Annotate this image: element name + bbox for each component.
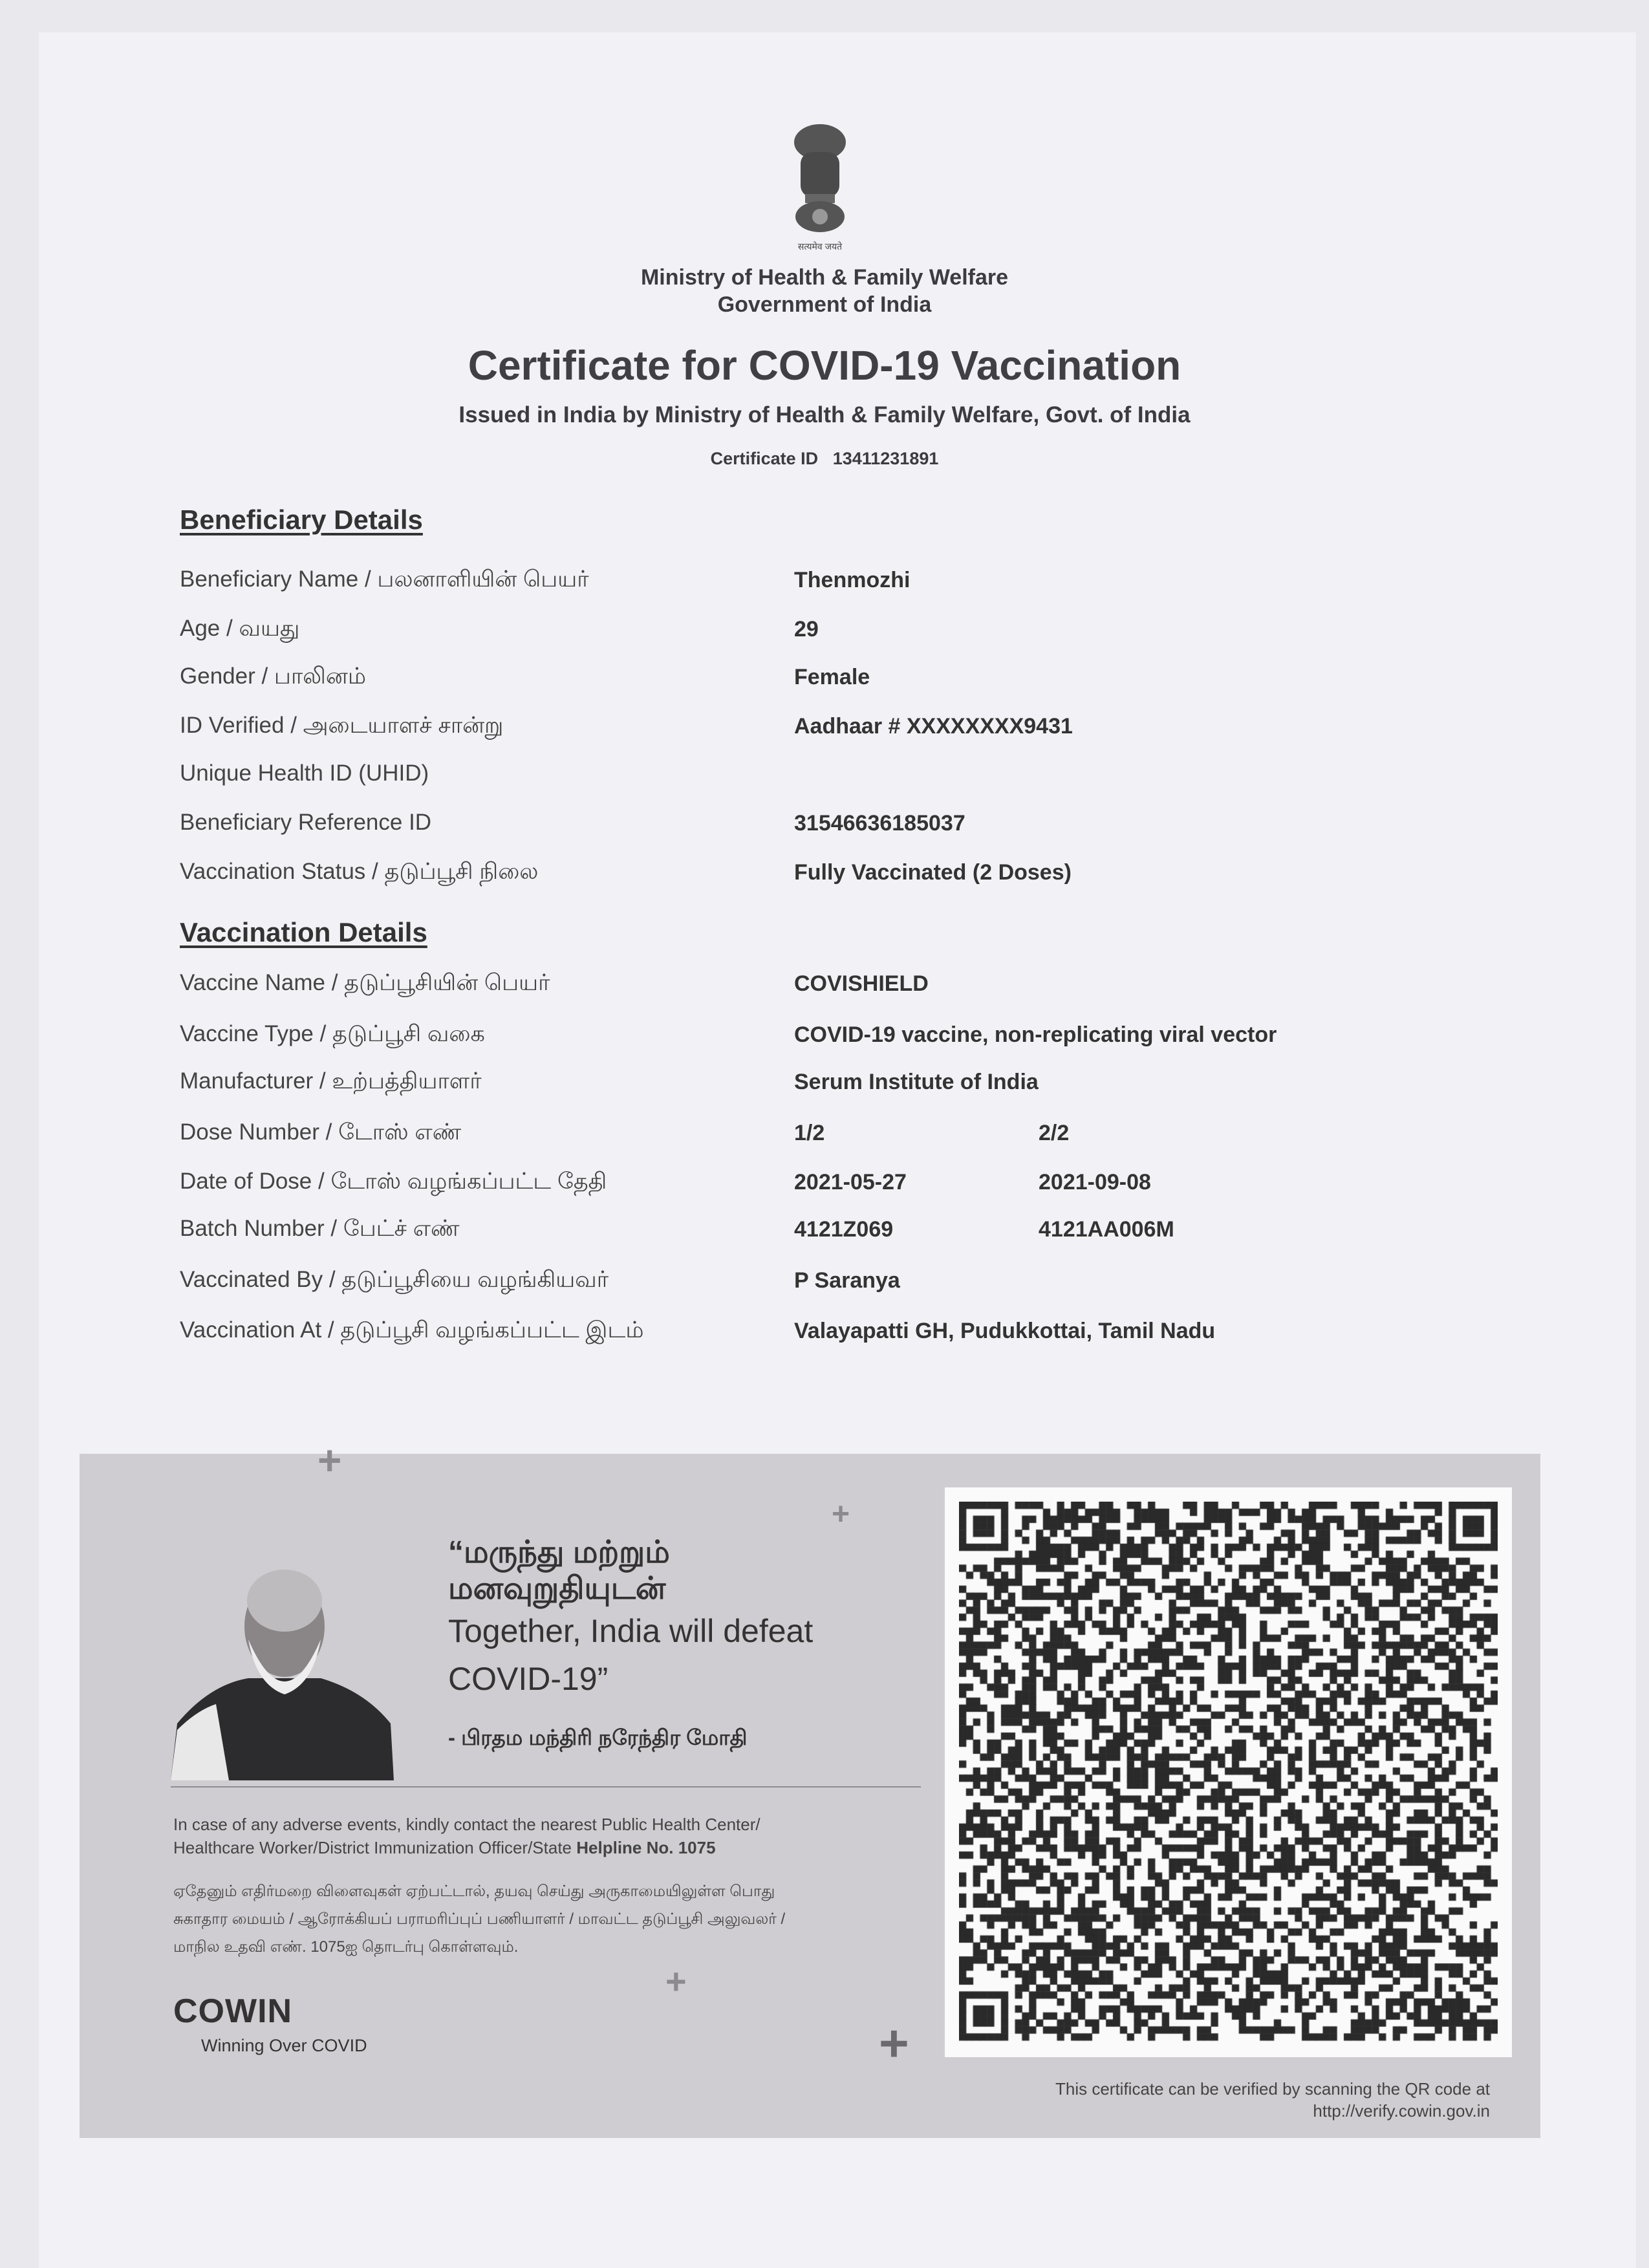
advisory-tamil-line-3: மாநில உதவி எண். 1075ஐ தொடர்பு கொள்ளவும். [173, 1938, 519, 1956]
certificate-id [0, 449, 1649, 469]
divider [171, 1786, 921, 1787]
field-label: Vaccination At / தடுப்பூசி வழங்கப்பட்ட இடம் [180, 1317, 644, 1343]
quote-attribution: - பிரதம மந்திரி நரேந்திர மோதி [448, 1725, 748, 1749]
field-value-dose-2: 2021-09-08 [1039, 1170, 1151, 1194]
certificate-id-label: Certificate ID [710, 449, 819, 468]
quote-english-line-2: COVID-19” [448, 1661, 609, 1697]
field-label: Vaccine Type / தடுப்பூசி வகை [180, 1021, 485, 1046]
field-value: P Saranya [794, 1268, 900, 1293]
field-label: Beneficiary Reference ID [180, 810, 432, 835]
qr-code-frame [945, 1487, 1512, 2057]
cowin-logo: COWIN [173, 1993, 293, 2030]
field-value: 1/2 [794, 1121, 825, 1145]
field-label: Vaccinated By / தடுப்பூசியை வழங்கியவர் [180, 1267, 609, 1292]
field-label: Manufacturer / உற்பத்தியாளர் [180, 1068, 482, 1094]
advisory-english [173, 1813, 760, 1859]
field-label: Dose Number / டோஸ் எண் [180, 1119, 462, 1145]
ministry-name: Ministry of Health & Family Welfare [640, 265, 1009, 290]
field-value: COVISHIELD [794, 971, 929, 996]
field-value: 31546636185037 [794, 811, 965, 836]
field-value: 2021-05-27 [794, 1170, 907, 1194]
field-value-dose-2: 2/2 [1039, 1121, 1070, 1145]
quote-tamil-line-2: மனவுறுதியுடன் [448, 1571, 666, 1606]
field-label: Vaccine Name / தடுப்பூசியின் பெயர் [180, 970, 550, 995]
national-emblem-icon [779, 123, 861, 252]
field-label: Unique Health ID (UHID) [180, 761, 429, 786]
field-value: Fully Vaccinated (2 Doses) [794, 860, 1072, 885]
cowin-tagline: Winning Over COVID [201, 2036, 367, 2055]
field-value: 29 [794, 617, 819, 642]
field-label: Age / வயது [180, 616, 300, 641]
vaccination-details-heading: Vaccination Details [180, 917, 427, 947]
beneficiary-details-heading: Beneficiary Details [180, 504, 423, 535]
field-value: Valayapatti GH, Pudukkottai, Tamil Nadu [794, 1319, 1216, 1343]
emblem-motto: सत्यमेव जयते [797, 241, 843, 252]
quote-english-line-1: Together, India will defeat [448, 1613, 814, 1649]
page-title: Certificate for COVID-19 Vaccination [468, 342, 1181, 389]
advisory-english-line-2: Healthcare Worker/District Immunization Officer/State [173, 1838, 577, 1857]
advisory-english-line-1: In case of any adverse events, kindly contact the nearest Public Health Center/ [173, 1815, 760, 1834]
field-label: Vaccination Status / தடுப்பூசி நிலை [180, 859, 539, 884]
field-value: Female [794, 665, 870, 689]
quote-tamil [448, 1535, 670, 1607]
field-value: COVID-19 vaccine, non-replicating viral vector [794, 1022, 1277, 1047]
field-label: Gender / பாலினம் [180, 664, 366, 689]
field-label: Batch Number / பேட்ச் எண் [180, 1216, 460, 1241]
quote-tamil-line-1: “மருந்து மற்றும் [448, 1535, 670, 1570]
government-name: Government of India [717, 292, 932, 317]
plus-decoration-icon: + [318, 1437, 342, 1484]
field-value: Thenmozhi [794, 568, 911, 592]
advisory-tamil-line-2: சுகாதார மையம் / ஆரோக்கியப் பராமரிப்புப் பணியாளர் / மாவட்ட தடுப்பூசி அலுவலர் / [173, 1910, 786, 1928]
field-label: Date of Dose / டோஸ் வழங்கப்பட்ட தேதி [180, 1169, 607, 1194]
quote-english [448, 1607, 813, 1703]
field-value: Aadhaar # XXXXXXXX9431 [794, 714, 1073, 739]
field-label: ID Verified / அடையாளச் சான்று [180, 713, 504, 738]
field-value: 4121Z069 [794, 1217, 894, 1242]
advisory-tamil-line-1: ஏதேனும் எதிர்மறை விளைவுகள் ஏற்பட்டால், தயவு செய்து அருகாமையிலுள்ள பொது [173, 1883, 775, 1900]
field-value-dose-2: 4121AA006M [1039, 1217, 1174, 1242]
issued-by: Issued in India by Ministry of Health & Family Welfare, Govt. of India [458, 402, 1191, 427]
certificate-id-value: 13411231891 [832, 449, 939, 468]
qr-code[interactable] [959, 1502, 1498, 2043]
advisory-tamil [173, 1877, 785, 1961]
verification-url[interactable]: http://verify.cowin.gov.in [1313, 2101, 1490, 2121]
plus-decoration-icon: + [665, 1961, 687, 2002]
verification-note-line-1: This certificate can be verified by scanning the QR code at [1055, 2079, 1490, 2099]
plus-decoration-icon: + [832, 1497, 850, 1531]
verification-note [1055, 2078, 1490, 2122]
field-label: Beneficiary Name / பலனாளியின் பெயர் [180, 567, 589, 592]
field-value: Serum Institute of India [794, 1070, 1039, 1094]
helpline-number: Helpline No. 1075 [576, 1838, 716, 1857]
prime-minister-photo [171, 1555, 398, 1780]
plus-decoration-icon: + [879, 2014, 909, 2072]
